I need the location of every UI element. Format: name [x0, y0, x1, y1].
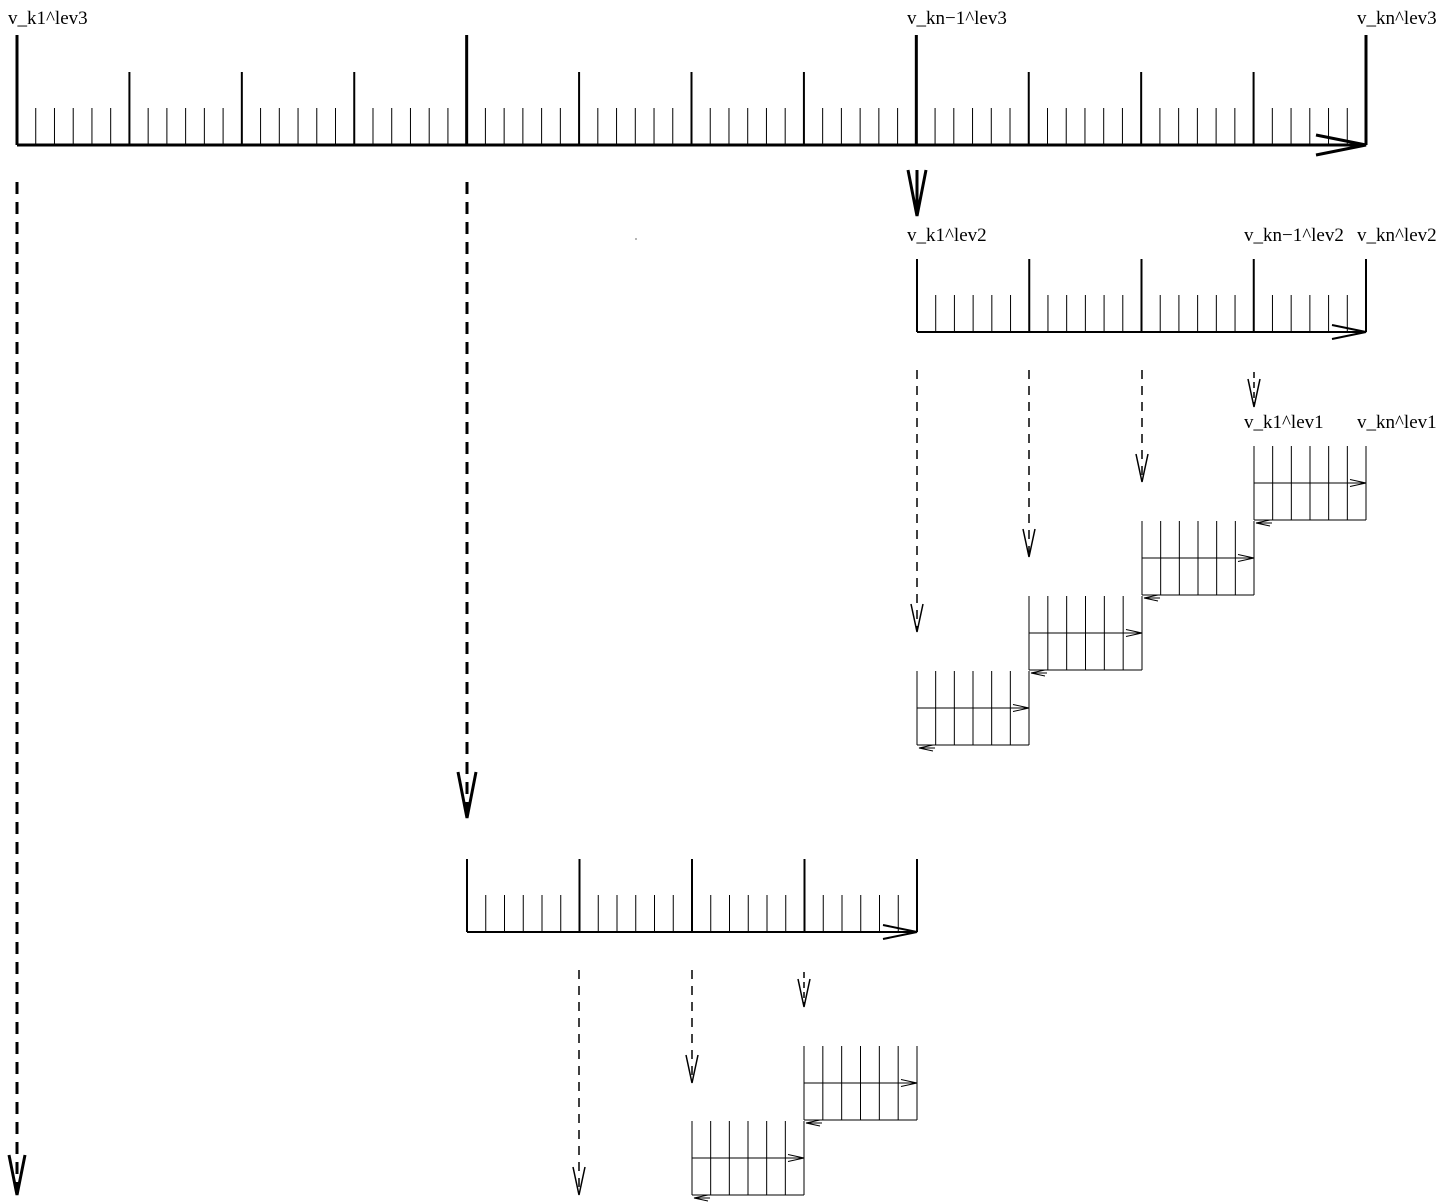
label-v-k1-lev1: v_k1^lev1	[1244, 412, 1324, 433]
lev3-expand-arrow-0-arrowhead	[9, 1155, 25, 1195]
label-v-kn-lev2: v_kn^lev2	[1357, 225, 1437, 246]
label-v-kn-lev3: v_kn^lev3	[1357, 8, 1437, 29]
label-v-k1-lev2: v_k1^lev2	[907, 225, 987, 246]
lev1-blocks	[692, 446, 1366, 1201]
dashed-expansion-arrows	[9, 170, 1260, 1195]
label-v-k1-lev3: v_k1^lev3	[8, 8, 88, 29]
lev3-expand-arrow-1-arrowhead	[458, 772, 476, 818]
label-v-kn-lev1: v_kn^lev1	[1357, 412, 1437, 433]
stray-dot	[635, 238, 636, 239]
label-v-kn-1-lev2: v_kn−1^lev2	[1244, 225, 1344, 246]
label-v-kn-1-lev3: v_kn−1^lev3	[907, 8, 1007, 29]
lev3-axis	[17, 35, 1366, 155]
